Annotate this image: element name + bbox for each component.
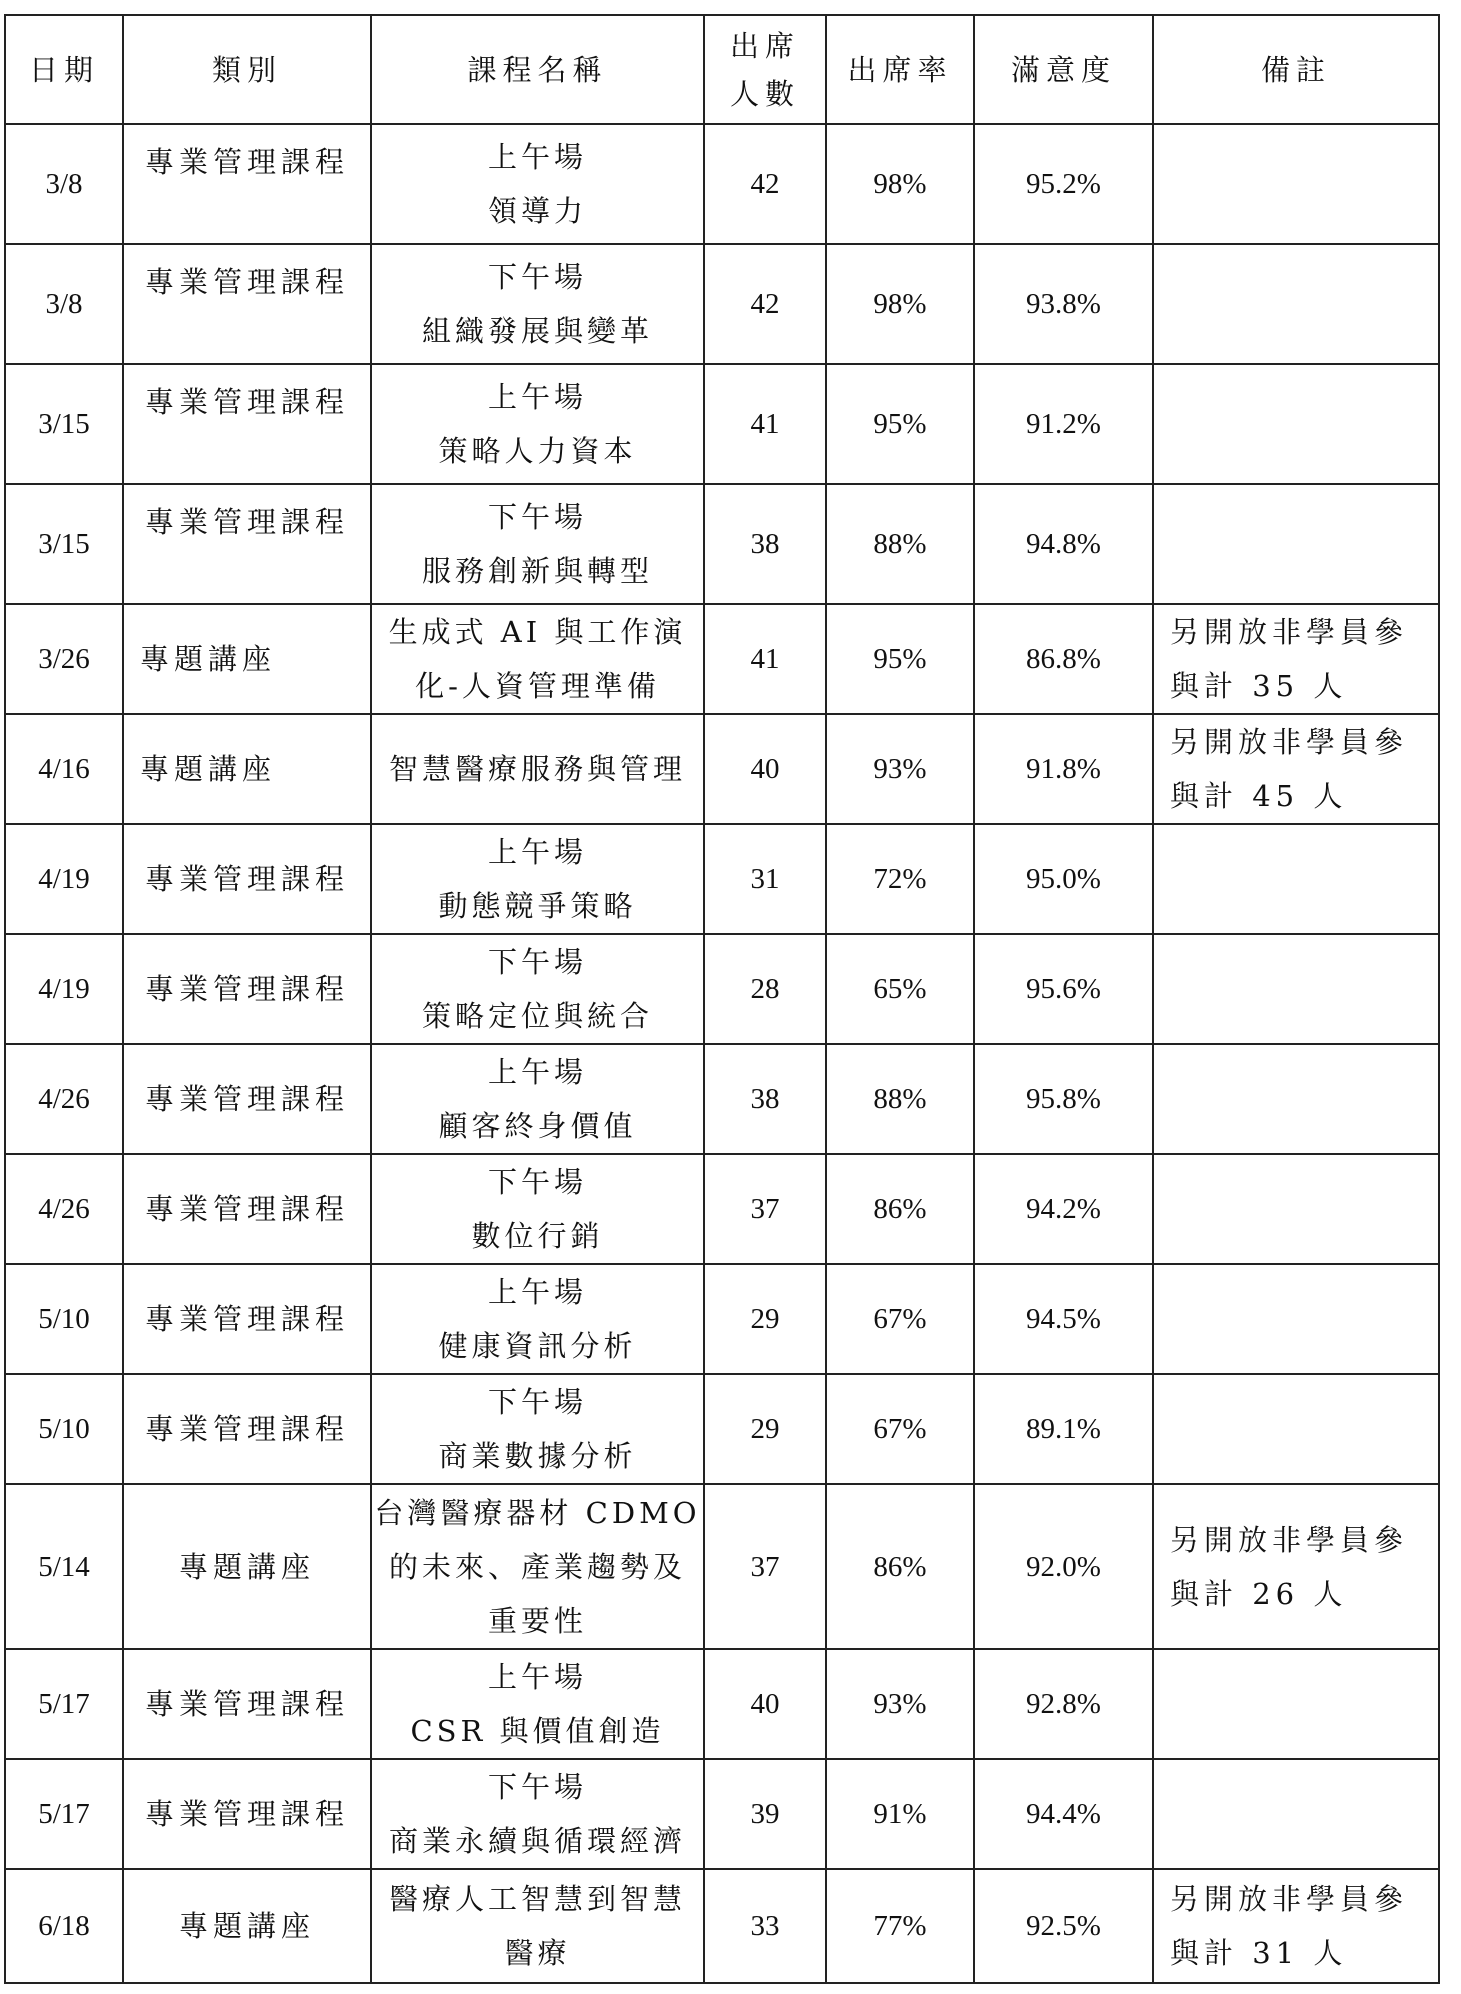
table-row [5,1649,1439,1759]
satisfaction-cell: 92.5% [974,1869,1153,1983]
header-rate: 出席率 [826,15,974,124]
course-line: 商業永續與循環經濟 [388,1824,686,1858]
note-cell [1153,1759,1439,1869]
table-row [5,934,1439,1044]
rate-cell: 95% [826,364,974,484]
table-row [5,714,1439,824]
course-line: 生成式 AI 與工作演 [388,615,687,649]
course-line: 動態競爭策略 [438,889,637,923]
rate-cell: 98% [826,124,974,244]
course-line: 醫療 [504,1936,571,1970]
table-row [5,364,1439,484]
date-cell: 4/19 [5,934,123,1044]
satisfaction-cell: 92.8% [974,1649,1153,1759]
note-line: 另開放非學員參 [1170,1882,1409,1916]
attendance-cell: 40 [704,1649,826,1759]
table-row [5,604,1439,714]
attendance-cell: 42 [704,244,826,364]
note-line: 與計 31 人 [1170,1936,1348,1970]
attendance-cell: 40 [704,714,826,824]
date-cell: 6/18 [5,1869,123,1983]
attendance-cell: 33 [704,1869,826,1983]
header-attendance-line1: 出席 [729,28,800,63]
date-cell: 3/15 [5,364,123,484]
attendance-cell: 37 [704,1484,826,1649]
header-attendance-line2: 人數 [729,76,800,111]
course-cell [371,1154,704,1264]
note-cell [1153,824,1439,934]
course-line: 領導力 [487,194,587,228]
category-cell: 專業管理課程 [123,124,371,244]
course-line: 上午場 [487,1660,587,1694]
course-line: 商業數據分析 [438,1439,637,1473]
note-line: 與計 35 人 [1170,669,1348,703]
course-line: 上午場 [487,835,587,869]
satisfaction-cell: 95.2% [974,124,1153,244]
category-cell: 專業管理課程 [123,1374,371,1484]
course-line: 健康資訊分析 [438,1329,637,1363]
rate-cell: 72% [826,824,974,934]
course-line: 下午場 [487,945,587,979]
satisfaction-cell: 94.4% [974,1759,1153,1869]
course-cell [371,604,704,714]
attendance-cell: 41 [704,364,826,484]
note-cell [1153,1374,1439,1484]
rate-cell: 88% [826,484,974,604]
category-cell: 專業管理課程 [123,1649,371,1759]
note-line: 另開放非學員參 [1170,1522,1409,1557]
header-attendance [704,15,826,124]
course-cell [371,484,704,604]
rate-cell: 91% [826,1759,974,1869]
note-cell [1153,934,1439,1044]
attendance-cell: 31 [704,824,826,934]
satisfaction-cell: 91.8% [974,714,1153,824]
table-row [5,1264,1439,1374]
category-cell: 專業管理課程 [123,1044,371,1154]
table-row [5,124,1439,244]
table-row [5,484,1439,604]
course-line: 下午場 [487,1770,587,1804]
attendance-cell: 29 [704,1264,826,1374]
rate-cell: 88% [826,1044,974,1154]
course-line: 顧客終身價值 [438,1109,637,1143]
course-line: 化-人資管理準備 [415,669,660,703]
note-cell [1153,1154,1439,1264]
attendance-cell: 29 [704,1374,826,1484]
category-cell: 專業管理課程 [123,934,371,1044]
note-line: 另開放非學員參 [1170,615,1409,649]
course-attendance-table [4,14,1440,1984]
course-line: 組織發展與變革 [421,314,653,348]
satisfaction-cell: 95.8% [974,1044,1153,1154]
course-line: 下午場 [487,260,587,294]
course-cell [371,244,704,364]
course-line: 下午場 [487,500,587,534]
note-cell [1153,1044,1439,1154]
course-line: 策略定位與統合 [421,999,653,1033]
attendance-cell: 42 [704,124,826,244]
category-cell: 專業管理課程 [123,364,371,484]
date-cell: 5/10 [5,1374,123,1484]
note-cell [1153,1649,1439,1759]
note-cell [1153,1869,1439,1983]
date-cell: 5/17 [5,1759,123,1869]
course-cell [371,1484,704,1649]
header-date: 日期 [5,15,123,124]
course-line: 醫療人工智慧到智慧 [388,1882,686,1916]
header-category: 類別 [123,15,371,124]
category-cell: 專業管理課程 [123,1759,371,1869]
rate-cell: 98% [826,244,974,364]
satisfaction-cell: 86.8% [974,604,1153,714]
course-cell [371,124,704,244]
category-cell: 專業管理課程 [123,824,371,934]
course-line: 策略人力資本 [438,434,637,468]
table-row [5,1374,1439,1484]
satisfaction-cell: 89.1% [974,1374,1153,1484]
category-cell: 專題講座 [123,714,371,824]
header-row [5,15,1439,124]
category-cell: 專業管理課程 [123,1154,371,1264]
attendance-cell: 38 [704,1044,826,1154]
course-line: 台灣醫療器材 CDMO [374,1495,701,1530]
satisfaction-cell: 93.8% [974,244,1153,364]
course-cell [371,934,704,1044]
note-cell [1153,364,1439,484]
date-cell: 3/8 [5,244,123,364]
note-line: 另開放非學員參 [1170,725,1409,759]
course-cell [371,1759,704,1869]
date-cell: 3/15 [5,484,123,604]
course-line: 上午場 [487,380,587,414]
course-line: 重要性 [487,1603,587,1638]
date-cell: 5/10 [5,1264,123,1374]
note-cell [1153,484,1439,604]
note-cell [1153,1264,1439,1374]
rate-cell: 93% [826,1649,974,1759]
course-line: 下午場 [487,1385,587,1419]
satisfaction-cell: 94.2% [974,1154,1153,1264]
satisfaction-cell: 94.8% [974,484,1153,604]
course-line: 數位行銷 [471,1219,604,1253]
course-cell [371,364,704,484]
header-course: 課程名稱 [371,15,704,124]
course-cell [371,714,704,824]
attendance-cell: 38 [704,484,826,604]
header-note: 備註 [1153,15,1439,124]
table-row [5,1869,1439,1983]
date-cell: 4/26 [5,1154,123,1264]
rate-cell: 67% [826,1374,974,1484]
note-cell [1153,714,1439,824]
rate-cell: 86% [826,1154,974,1264]
course-line: 的未來、產業趨勢及 [388,1549,686,1584]
course-cell [371,1044,704,1154]
category-cell: 專業管理課程 [123,484,371,604]
course-line: 下午場 [487,1165,587,1199]
rate-cell: 65% [826,934,974,1044]
date-cell: 4/19 [5,824,123,934]
header-satisfaction: 滿意度 [974,15,1153,124]
attendance-cell: 28 [704,934,826,1044]
note-cell [1153,124,1439,244]
note-line: 與計 26 人 [1170,1576,1348,1611]
category-cell: 專題講座 [123,1484,371,1649]
rate-cell: 93% [826,714,974,824]
attendance-cell: 39 [704,1759,826,1869]
date-cell: 5/17 [5,1649,123,1759]
category-cell: 專題講座 [123,604,371,714]
course-cell [371,1649,704,1759]
course-cell [371,1374,704,1484]
note-cell [1153,244,1439,364]
course-line: 上午場 [487,1055,587,1089]
rate-cell: 77% [826,1869,974,1983]
course-line: CSR 與價值創造 [410,1714,665,1748]
attendance-cell: 37 [704,1154,826,1264]
attendance-cell: 41 [704,604,826,714]
note-cell [1153,1484,1439,1649]
category-cell: 專業管理課程 [123,1264,371,1374]
course-cell [371,824,704,934]
satisfaction-cell: 95.0% [974,824,1153,934]
table-row [5,244,1439,364]
table-row [5,1154,1439,1264]
course-line: 上午場 [487,1275,587,1309]
category-cell: 專業管理課程 [123,244,371,364]
table-row [5,1484,1439,1649]
date-cell: 3/8 [5,124,123,244]
date-cell: 4/16 [5,714,123,824]
satisfaction-cell: 95.6% [974,934,1153,1044]
satisfaction-cell: 92.0% [974,1484,1153,1649]
table-row [5,1044,1439,1154]
date-cell: 5/14 [5,1484,123,1649]
course-cell [371,1264,704,1374]
note-line: 與計 45 人 [1170,779,1348,813]
date-cell: 3/26 [5,604,123,714]
rate-cell: 95% [826,604,974,714]
table-row [5,1759,1439,1869]
course-cell [371,1869,704,1983]
satisfaction-cell: 91.2% [974,364,1153,484]
course-line: 智慧醫療服務與管理 [388,752,686,786]
category-cell: 專題講座 [123,1869,371,1983]
rate-cell: 67% [826,1264,974,1374]
rate-cell: 86% [826,1484,974,1649]
course-line: 上午場 [487,140,587,174]
date-cell: 4/26 [5,1044,123,1154]
note-cell [1153,604,1439,714]
satisfaction-cell: 94.5% [974,1264,1153,1374]
table-row [5,824,1439,934]
course-line: 服務創新與轉型 [421,554,653,588]
